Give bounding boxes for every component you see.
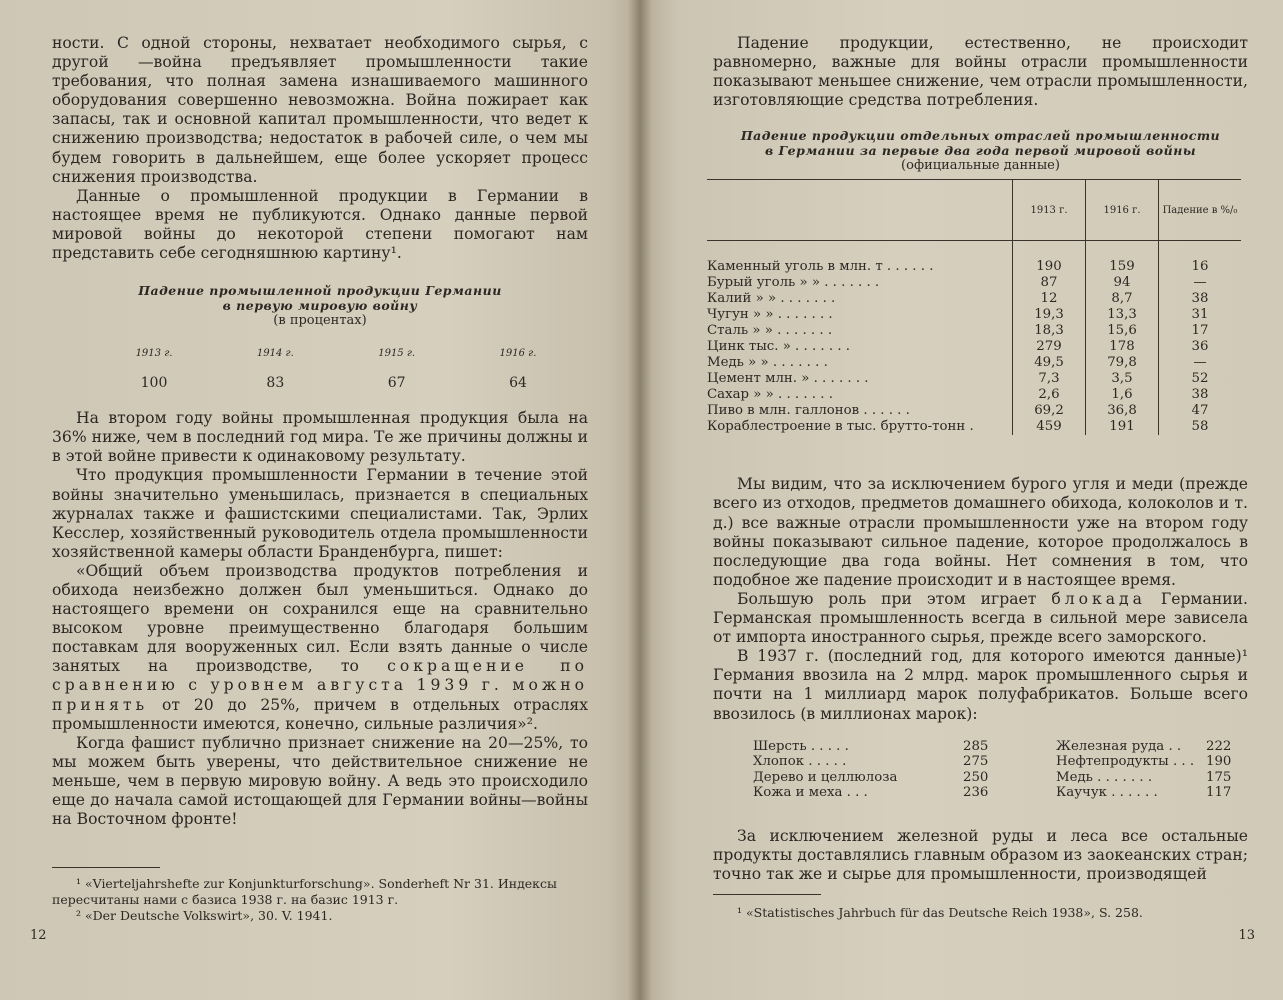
row-label: Цинк тыс. » . . . . . . . bbox=[707, 339, 1013, 355]
header-cell: 1913 г. bbox=[1013, 180, 1086, 241]
table-row bbox=[707, 355, 1241, 371]
row-label: Чугун » » . . . . . . . bbox=[707, 307, 1013, 323]
table-column bbox=[488, 348, 548, 391]
value-1913: 49,5 bbox=[1013, 355, 1086, 371]
value-drop: 38 bbox=[1191, 387, 1209, 403]
right-page bbox=[640, 0, 1283, 1000]
value-drop: 58 bbox=[1191, 419, 1209, 435]
row-label: Каменный уголь в млн. т . . . . . . bbox=[707, 241, 1013, 276]
left-paragraph-6: Когда фашист публично признает снижение на 20—25%, то мы можем быть уверены, что действительное снижение не меньше, чем в первую мировую войну. А ведь это происходило еще до начала самой истощающей для Германии войны—войны на Восточном фронте! bbox=[52, 733, 588, 829]
table-column bbox=[245, 348, 305, 391]
footnote: ² «Der Deutsche Volkswirt», 30. V. 1941. bbox=[76, 908, 333, 924]
value-1916: 94 bbox=[1086, 275, 1159, 291]
value-1913: 459 bbox=[1013, 419, 1086, 435]
table-row bbox=[707, 371, 1241, 387]
value-1913: 19,3 bbox=[1013, 307, 1086, 323]
import-name: Хлопок . . . . . bbox=[753, 754, 847, 770]
value-1916: 1,6 bbox=[1086, 387, 1159, 403]
value-1913: 87 bbox=[1013, 275, 1086, 291]
percent-value: 100 bbox=[140, 375, 168, 392]
year-label: 1914 г. bbox=[256, 348, 294, 360]
value-drop: 31 bbox=[1191, 307, 1209, 323]
import-name: Медь . . . . . . . bbox=[1056, 769, 1153, 785]
left-paragraph-4: Что продукция промышленности Германии в течение этой войны значительно уменьшилась, признается в специальных журналах также и фашистскими специалистами. Так, Эрлих Кесслер, хозяйственный руководитель отдела промышленности хозяйственной камеры области Бранденбурга, пишет: bbox=[52, 466, 588, 561]
table-caption: Падение продукции отдельных отраслей промышленности bbox=[740, 128, 1221, 144]
page-number: 13 bbox=[1238, 928, 1255, 943]
table-row bbox=[707, 403, 1241, 419]
imports-list bbox=[753, 739, 1248, 801]
row-label: Пиво в млн. галлонов . . . . . . bbox=[707, 403, 1013, 419]
import-value: 117 bbox=[1206, 785, 1232, 801]
table-caption: в Германии за первые два года первой мировой войны bbox=[764, 143, 1197, 159]
book-gutter bbox=[628, 0, 652, 1000]
import-value: 250 bbox=[963, 769, 989, 785]
industry-production-table bbox=[707, 179, 1241, 435]
value-1916: 159 bbox=[1086, 241, 1159, 276]
import-name: Кожа и меха . . . bbox=[753, 785, 868, 801]
table-row bbox=[707, 419, 1241, 435]
year-label: 1913 г. bbox=[135, 348, 173, 360]
row-label: Кораблестроение в тыс. брутто-тонн . bbox=[707, 419, 1013, 435]
value-1913: 7,3 bbox=[1013, 371, 1086, 387]
year-label: 1915 г. bbox=[378, 348, 416, 360]
right-paragraph-4: В 1937 г. (последний год, для которого имеются данные)¹ Германия ввозила на 2 млрд. марок промышленного сырья и почти на 1 миллиард марок полуфабрикатов. Больше всего ввозилось (в миллионах марок): bbox=[713, 647, 1248, 723]
percent-value: 67 bbox=[387, 375, 406, 392]
row-label: Медь » » . . . . . . . bbox=[707, 355, 1013, 371]
quote-text: от 20 до 25%, причем в отдельных отраслях промышленности имеются, конечно, сильные различия»². bbox=[52, 695, 588, 733]
left-paragraph-2: Данные о промышленной продукции в Германии в настоящее время не публикуются. Однако данные первой мировой войны до некоторой степени помогают нам представить себе сегодняшнюю картину¹. bbox=[52, 186, 588, 263]
value-1913: 190 bbox=[1013, 241, 1086, 276]
value-1916: 13,3 bbox=[1086, 307, 1159, 323]
header-cell bbox=[707, 180, 1013, 241]
value-1913: 69,2 bbox=[1013, 403, 1086, 419]
table-row bbox=[707, 307, 1241, 323]
value-drop: — bbox=[1193, 355, 1207, 371]
table-caption: Падение промышленной продукции Германии bbox=[138, 283, 502, 299]
left-paragraph-3: На втором году войны промышленная продукция была на 36% ниже, чем в последний год мира. Те же причины должны и в этой войне привести к одинаковому результату. bbox=[52, 409, 588, 466]
value-drop: 36 bbox=[1191, 339, 1209, 355]
value-drop: 38 bbox=[1191, 291, 1209, 307]
left-quote bbox=[52, 562, 588, 734]
import-value: 285 bbox=[963, 738, 989, 754]
text-fragment: Германии. Германская промышленность всегда в сильной мере зависела от импорта иностранного сырья, прежде всего заморского. bbox=[713, 589, 1248, 647]
import-name: Дерево и целлюлоза bbox=[753, 769, 898, 785]
table-caption: в первую мировую войну bbox=[222, 298, 418, 314]
percent-value: 64 bbox=[509, 375, 527, 392]
row-label: Цемент млн. » . . . . . . . bbox=[707, 371, 1013, 387]
right-paragraph-2: Мы видим, что за исключением бурого угля и меди (прежде всего из отходов, предметов домашнего обихода, колоколов и т. д.) все важные отрасли промышленности уже на втором году войны показывают сильное падение, которое продолжалось в последующие два года войны. Нет сомнения в том, что подобное же падение происходит и в настоящее время. bbox=[713, 475, 1248, 589]
table-unit: (в процентах) bbox=[273, 313, 367, 329]
page-number: 12 bbox=[30, 928, 47, 943]
right-paragraph-1: Падение продукции, естественно, не происходит равномерно, важные для войны отрасли промышленности показывают меньшее снижение, чем отрасли промышленности, изготовляющие средства потребления. bbox=[713, 34, 1248, 110]
import-value: 222 bbox=[1206, 738, 1232, 754]
value-1916: 178 bbox=[1086, 339, 1159, 355]
value-drop: 47 bbox=[1191, 403, 1209, 419]
text-fragment: Большую роль при этом играет bbox=[737, 589, 1037, 608]
row-label: Калий » » . . . . . . . bbox=[707, 291, 1013, 307]
table-row bbox=[707, 387, 1241, 403]
spaced-emphasis: блокада bbox=[1051, 589, 1146, 608]
import-name: Нефтепродукты . . . bbox=[1056, 754, 1195, 770]
value-drop: 16 bbox=[1191, 259, 1209, 275]
table-row bbox=[707, 339, 1241, 355]
right-paragraph-5: За исключением железной руды и леса все остальные продукты доставлялись главным образом из заокеанских стран; точно так же и сырье для промышленности, производящей bbox=[713, 826, 1248, 884]
table-row bbox=[707, 241, 1241, 276]
row-label: Сахар » » . . . . . . . bbox=[707, 387, 1013, 403]
percent-value: 83 bbox=[266, 375, 285, 392]
import-value: 190 bbox=[1206, 754, 1232, 770]
table-header-row bbox=[707, 180, 1241, 241]
header-cell: 1916 г. bbox=[1086, 180, 1159, 241]
spaced-emphasis: сокращение по сравнению с уровнем августа 1939 г. можно принять bbox=[52, 657, 588, 714]
quote-text: «Общий объем производства продуктов потребления и обихода неизбежно должен был уменьшиться. Однако до настоящего времени он сохранился еще на сравнительно высоком уровне преимущественно благодаря большим поставкам для вооруженных сил. Если взять данные о числе занятых на производстве, то bbox=[52, 561, 588, 676]
import-value: 175 bbox=[1206, 769, 1232, 785]
value-1913: 2,6 bbox=[1013, 387, 1086, 403]
table-body bbox=[707, 241, 1241, 436]
left-page bbox=[0, 0, 640, 1000]
table-unit: (официальные данные) bbox=[901, 158, 1060, 174]
value-drop: 52 bbox=[1191, 371, 1209, 387]
table-column bbox=[124, 348, 184, 391]
import-name: Железная руда . . bbox=[1056, 738, 1182, 754]
left-paragraph-1: ности. С одной стороны, нехватает необходимого сырья, с другой —война предъявляет промышленности такие требования, что полная замена изнашиваемого машинного оборудования совершенно невозможна. Война пожирает как запасы, так и основной капитал промышленности, что ведет к снижению производства; недостаток в рабочей силе, о чем мы будем говорить в дальнейшем, еще более ускоряет процесс снижения производства. bbox=[52, 34, 588, 186]
row-label: Сталь » » . . . . . . . bbox=[707, 323, 1013, 339]
footnote: ¹ «Statistisches Jahrbuch für das Deutsche Reich 1938», S. 258. bbox=[737, 905, 1143, 921]
value-1916: 191 bbox=[1086, 419, 1159, 435]
value-1913: 18,3 bbox=[1013, 323, 1086, 339]
import-name: Шерсть . . . . . bbox=[753, 738, 849, 754]
value-1916: 3,5 bbox=[1086, 371, 1159, 387]
table-row bbox=[707, 291, 1241, 307]
table-row bbox=[707, 275, 1241, 291]
value-1916: 79,8 bbox=[1086, 355, 1159, 371]
value-1913: 12 bbox=[1013, 291, 1086, 307]
production-percent-table bbox=[52, 348, 588, 391]
header-cell: Падение в %/₀ bbox=[1159, 180, 1242, 241]
table-row bbox=[707, 323, 1241, 339]
import-name: Каучук . . . . . . bbox=[1056, 785, 1158, 801]
value-1916: 15,6 bbox=[1086, 323, 1159, 339]
row-label: Бурый уголь » » . . . . . . . bbox=[707, 275, 1013, 291]
value-drop: — bbox=[1193, 275, 1207, 291]
value-1916: 8,7 bbox=[1086, 291, 1159, 307]
value-1913: 279 bbox=[1013, 339, 1086, 355]
year-label: 1916 г. bbox=[499, 348, 537, 360]
table-column bbox=[367, 348, 427, 391]
value-drop: 17 bbox=[1191, 323, 1209, 339]
footnote: ¹ «Vierteljahrshefte zur Konjunkturforschung». Sonderheft Nr 31. Индексы пересчитаны нами с базиса 1938 г. на базис 1913 г. bbox=[52, 876, 557, 908]
value-1916: 36,8 bbox=[1086, 403, 1159, 419]
import-value: 275 bbox=[963, 754, 989, 770]
right-paragraph-3 bbox=[713, 590, 1248, 647]
import-value: 236 bbox=[963, 785, 989, 801]
